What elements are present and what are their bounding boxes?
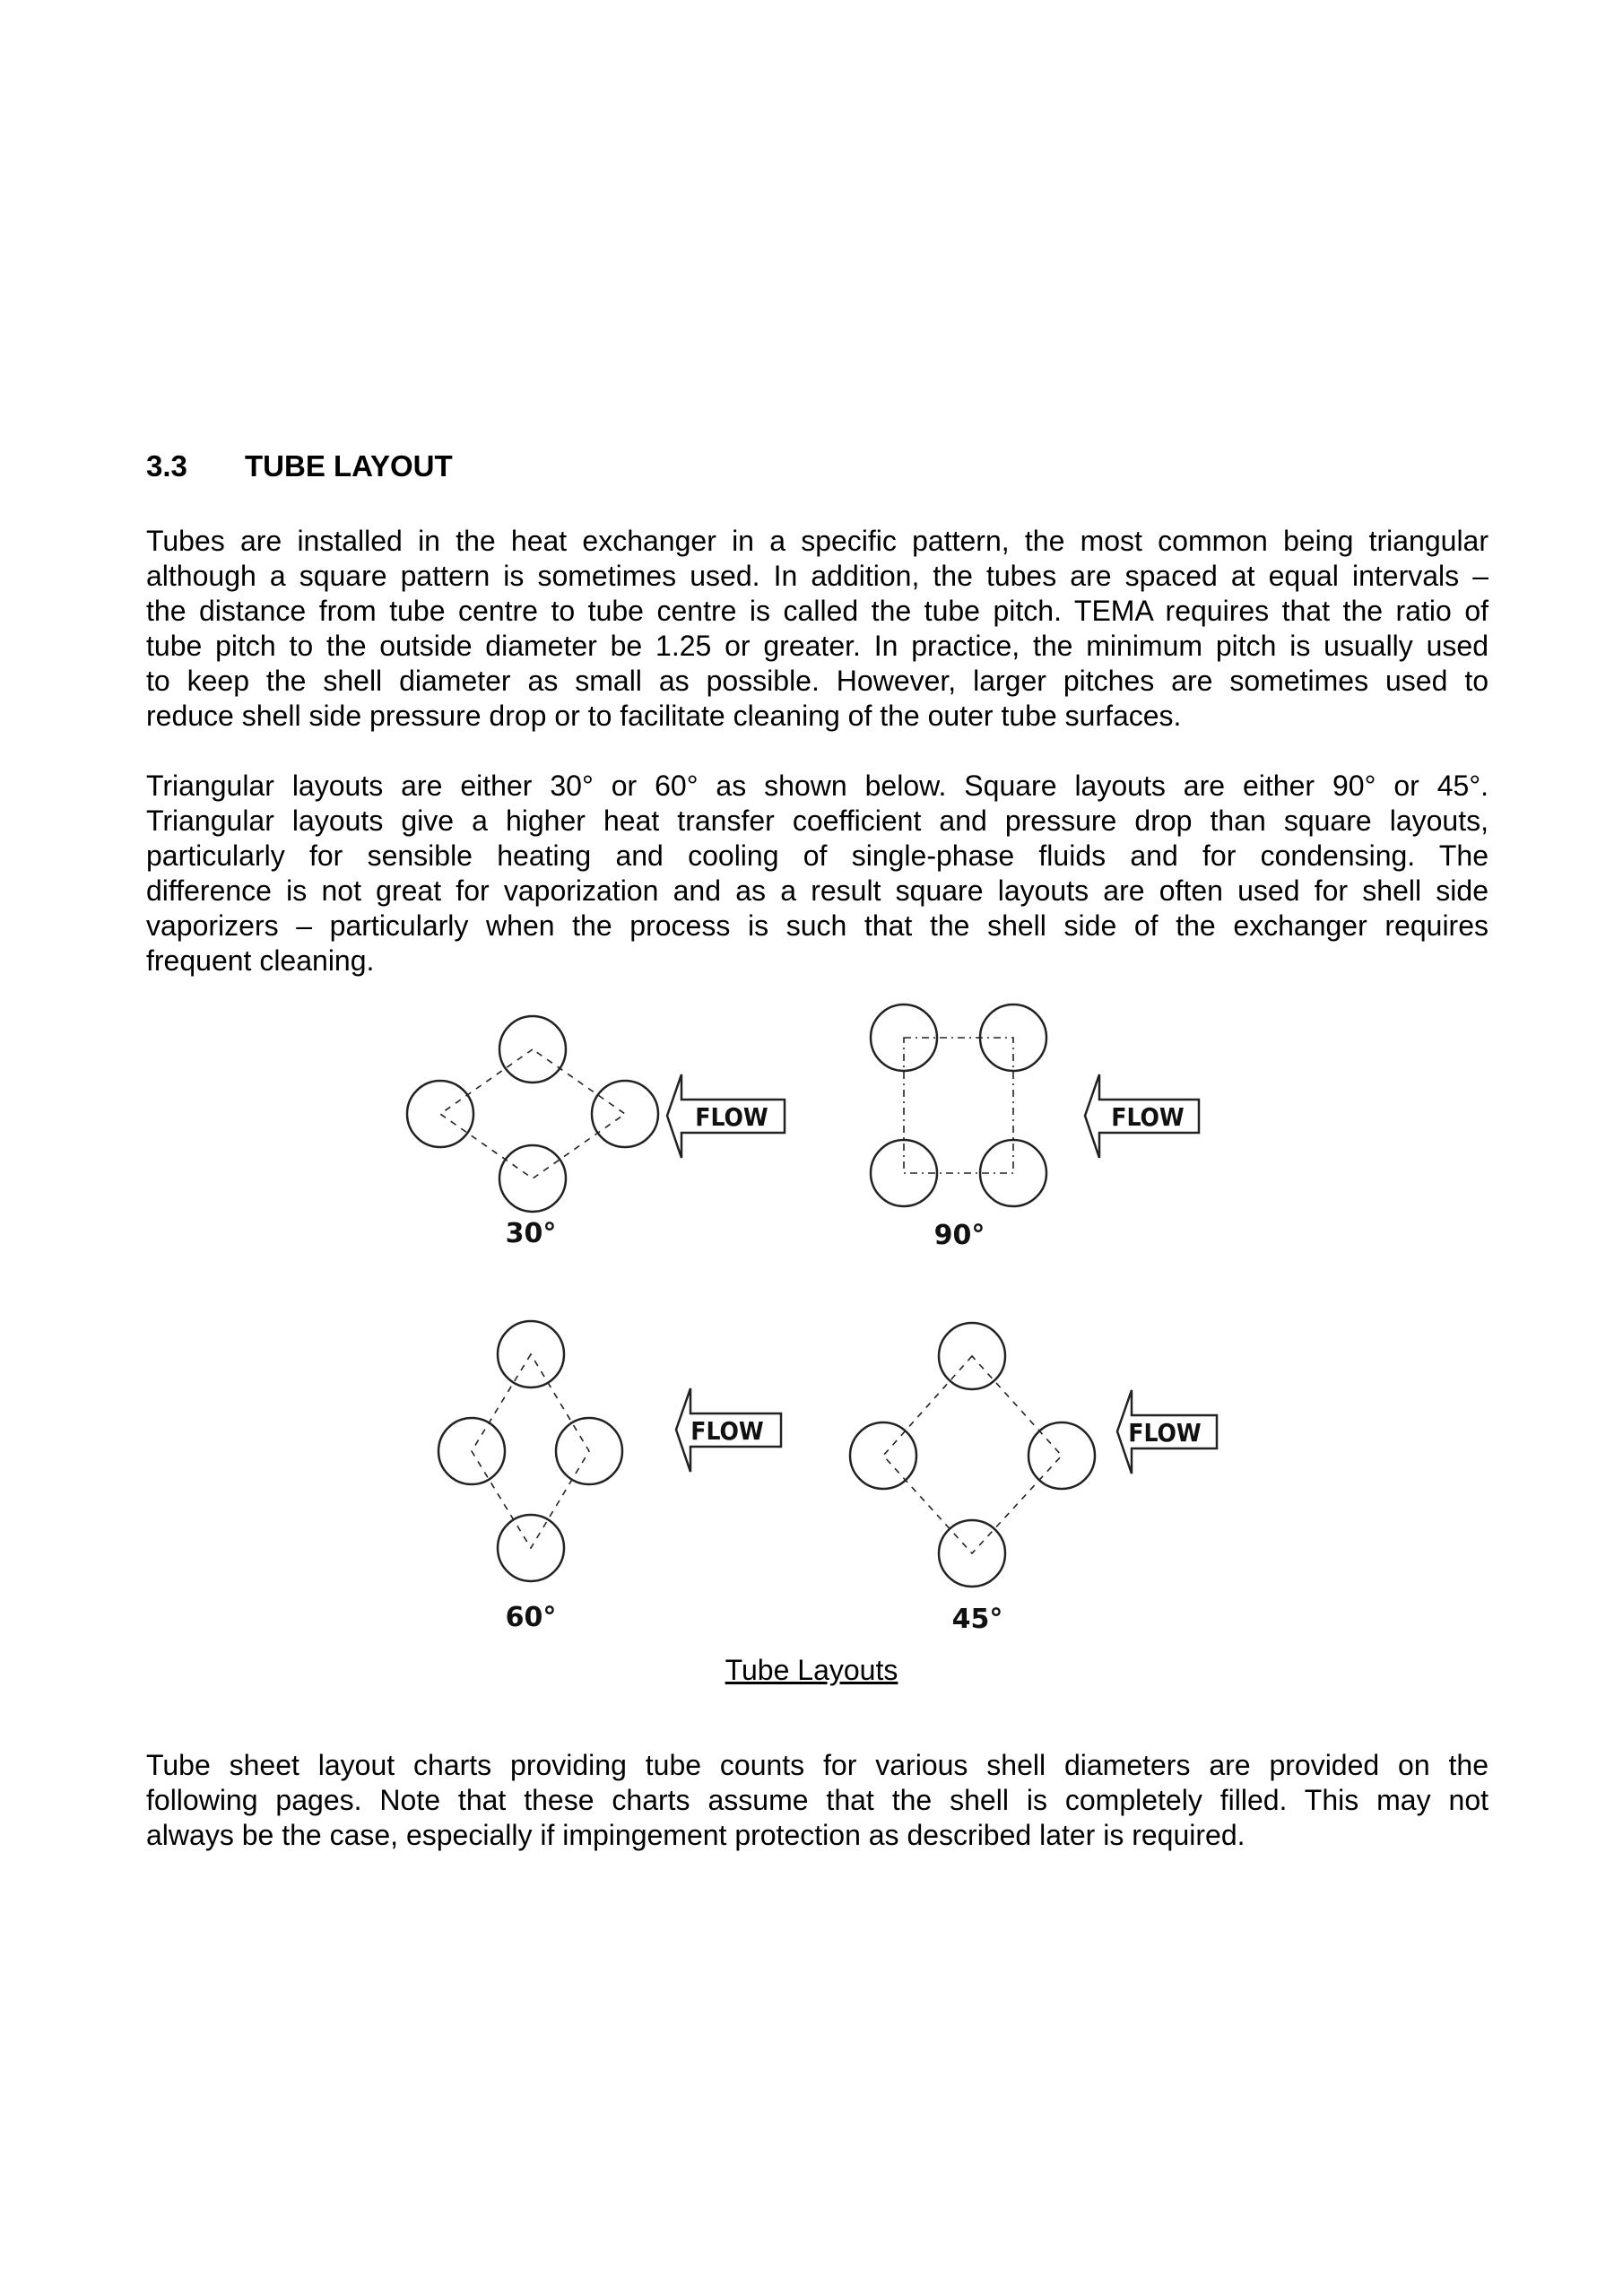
tube-circle: [407, 1081, 473, 1147]
paragraph-line: the distance from tube centre to tube centre is called the tube pitch. TEMA requires that the ratio of: [146, 595, 1488, 627]
paragraph-line: Triangular layouts give a higher heat transfer coefficient and pressure drop than square layouts,: [146, 804, 1488, 837]
paragraph-line: difference is not great for vaporization and as a result square layouts are often used for shell side: [146, 874, 1488, 907]
tube-circle: [1028, 1422, 1095, 1489]
section-heading: [146, 448, 453, 484]
flow-label-30: FLOW: [695, 1102, 768, 1132]
figure-caption: Tube Layouts: [725, 1654, 898, 1686]
paragraph-line: following pages. Note that these charts assume that the shell is completely filled. This may not: [146, 1784, 1488, 1816]
paragraph-line: frequent cleaning.: [146, 944, 375, 977]
paragraph-line: vaporizers – particularly when the process is such that the shell side of the exchanger requires: [146, 909, 1488, 942]
pitch-lines: [472, 1354, 589, 1548]
pitch-lines: [904, 1038, 1013, 1173]
angle-label-45: 45°: [951, 1604, 1003, 1635]
paragraph-line: always be the case, especially if impingement protection as described later is required.: [146, 1819, 1245, 1851]
flow-label-60: FLOW: [690, 1416, 764, 1446]
paragraph-line: tube pitch to the outside diameter be 1.25 or greater. In practice, the minimum pitch is usually used: [146, 630, 1488, 662]
layout-90-diagram: [871, 1004, 1046, 1206]
layout-45-diagram: [850, 1323, 1095, 1587]
layout-30-diagram: [407, 1016, 658, 1212]
paragraph-charts: [146, 1748, 1488, 1853]
tube-layouts-figure: [0, 987, 1623, 1668]
flow-label-90: FLOW: [1111, 1102, 1185, 1132]
angle-label-90: 90°: [933, 1220, 985, 1251]
paragraph-line: Tubes are installed in the heat exchanger in a specific pattern, the most common being triangular: [146, 525, 1488, 557]
paragraph-line: Triangular layouts are either 30° or 60° as shown below. Square layouts are either 90° or 45°.: [146, 770, 1488, 802]
paragraph-line: Tube sheet layout charts providing tube counts for various shell diameters are provided on the: [146, 1749, 1488, 1781]
pitch-lines: [440, 1049, 625, 1178]
flow-label-45: FLOW: [1128, 1418, 1202, 1448]
paragraph-line: although a square pattern is sometimes used. In addition, the tubes are spaced at equal intervals –: [146, 560, 1488, 592]
paragraph-intro: [146, 524, 1488, 734]
section-number: 3.3: [146, 449, 187, 483]
layout-60-diagram: [438, 1321, 622, 1581]
section-title: TUBE LAYOUT: [245, 449, 453, 483]
tube-circle: [592, 1081, 658, 1147]
paragraph-layouts: [146, 769, 1488, 978]
tube-layouts-diagram: [0, 987, 1623, 1668]
pitch-lines: [883, 1356, 1062, 1553]
tube-circle: [499, 1145, 566, 1212]
angle-label-60: 60°: [505, 1602, 557, 1633]
paragraph-line: particularly for sensible heating and cooling of single-phase fluids and for condensing. The: [146, 839, 1488, 872]
paragraph-line: to keep the shell diameter as small as possible. However, larger pitches are sometimes used to: [146, 665, 1488, 697]
angle-label-30: 30°: [505, 1218, 557, 1249]
paragraph-line: reduce shell side pressure drop or to facilitate cleaning of the outer tube surfaces.: [146, 700, 1182, 732]
tube-circle: [850, 1422, 916, 1489]
